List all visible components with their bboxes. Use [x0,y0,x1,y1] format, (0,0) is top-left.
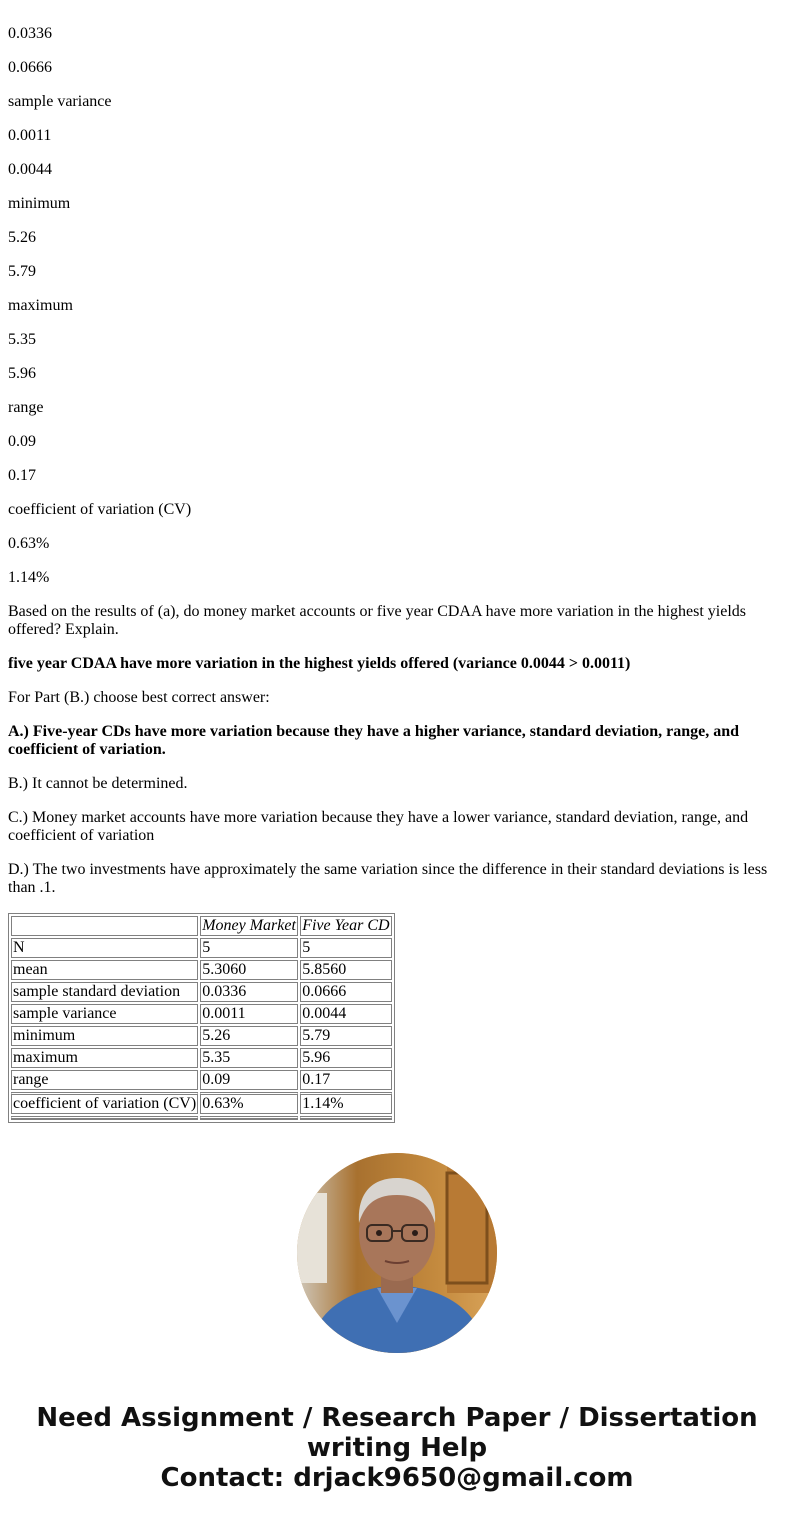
text-line: coefficient of variation (CV) [8,501,192,518]
row-label: range [11,1070,198,1090]
money-market-value: 0.0011 [200,1004,298,1024]
table-row [11,982,392,1002]
table-row [11,960,392,980]
row-label: N [11,938,198,958]
money-market-value: 0.09 [200,1070,298,1090]
option-a: A.) Five-year CDs have more variation because they have a higher variance, standard deviation, range, and coefficient of variation. [8,723,740,758]
money-market-value: 5 [200,938,298,958]
text-line: minimum [8,195,71,212]
table-row [11,1026,392,1046]
table-row [11,1092,392,1114]
text-line: 0.09 [8,433,36,450]
author-portrait-image [297,1153,497,1353]
text-line: 0.0044 [8,161,52,178]
part-b-prompt: For Part (B.) choose best correct answer: [8,689,270,706]
option-c: C.) Money market accounts have more variation because they have a lower variance, standard deviation, range, and coefficient of variation [8,809,749,844]
statistics-table [8,913,395,1123]
table-header-row [11,916,392,936]
document-body [8,0,778,1123]
text-line: 0.63% [8,535,50,552]
five-year-cd-value: 0.17 [300,1070,391,1090]
answer-text: five year CDAA have more variation in the highest yields offered (variance 0.0044 > 0.0011) [8,655,631,672]
row-label: mean [11,960,198,980]
text-line: maximum [8,297,73,314]
text-line: 5.35 [8,331,36,348]
money-market-value: 5.26 [200,1026,298,1046]
money-market-value: 0.0336 [200,982,298,1002]
text-line: 0.0011 [8,127,52,144]
row-label: maximum [11,1048,198,1068]
table-row [11,938,392,958]
header-cell-empty [11,916,198,936]
empty-cell [11,1116,198,1120]
text-line: 1.14% [8,569,50,586]
author-avatar [297,1153,497,1353]
option-b: B.) It cannot be determined. [8,775,188,792]
five-year-cd-value: 0.0044 [300,1004,391,1024]
table-row [11,1070,392,1090]
footer-line-1: Need Assignment / Research Paper / Dissertation [36,1403,758,1433]
five-year-cd-value: 5.79 [300,1026,391,1046]
question-text: Based on the results of (a), do money market accounts or five year CDAA have more variation in the highest yields offered? Explain. [8,603,747,638]
five-year-cd-value: 0.0666 [300,982,391,1002]
partial-top-line [8,0,778,9]
money-market-value: 5.3060 [200,960,298,980]
empty-cell [300,1116,391,1120]
five-year-cd-value: 5 [300,938,391,958]
table-empty-row [11,1116,392,1120]
contact-footer [0,1403,794,1493]
header-five-year-cd: Five Year CD [302,917,390,934]
empty-cell [200,1116,298,1120]
table-row [11,1048,392,1068]
text-line: range [8,399,44,416]
text-line: 0.0336 [8,25,52,42]
text-line: 5.26 [8,229,36,246]
table-row [11,1004,392,1024]
row-label: sample standard deviation [11,982,198,1002]
footer-line-2: writing Help [306,1433,488,1463]
row-label: coefficient of variation (CV) [11,1092,198,1114]
option-d: D.) The two investments have approximately the same variation since the difference in their standard deviations is less than .1. [8,861,768,896]
footer-contact-line: Contact: drjack9650@gmail.com [160,1463,634,1493]
five-year-cd-value: 5.8560 [300,960,391,980]
row-label: sample variance [11,1004,198,1024]
text-line: 5.79 [8,263,36,280]
five-year-cd-value: 1.14% [300,1092,391,1114]
header-money-market: Money Market [200,916,298,936]
money-market-value: 0.63% [200,1092,298,1114]
text-line: sample variance [8,93,112,110]
text-line: 0.0666 [8,59,52,76]
text-line: 5.96 [8,365,36,382]
row-label: minimum [11,1026,198,1046]
money-market-value: 5.35 [200,1048,298,1068]
five-year-cd-value: 5.96 [300,1048,391,1068]
text-line: 0.17 [8,467,36,484]
